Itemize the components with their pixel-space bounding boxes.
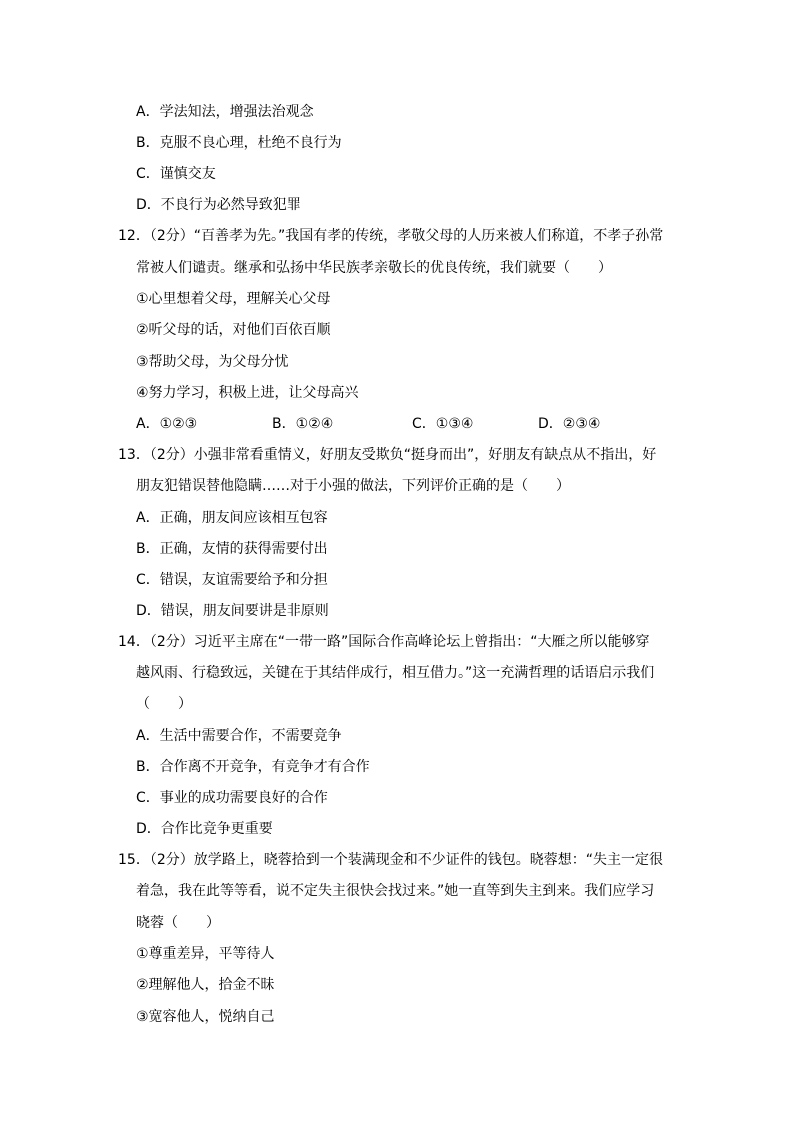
q12-stem-line-2: 常被人们谴责。继承和弘扬中华民族孝亲敬长的优良传统，我们就要（ ） bbox=[136, 260, 612, 276]
q13-stem-line-2: 朋友犯错误替他隐瞒……对于小强的做法，下列评价正确的是（ ） bbox=[136, 478, 570, 494]
q11-option-a: A．学法知法，增强法治观念 bbox=[136, 104, 314, 120]
q15-item-2: ②理解他人，拾金不昧 bbox=[136, 977, 275, 993]
q12-choice-d: D．②③④ bbox=[538, 416, 601, 432]
q11-option-d: D．不良行为必然导致犯罪 bbox=[136, 197, 301, 213]
q14-stem-line-3: （ ） bbox=[136, 696, 192, 712]
q15-item-1: ①尊重差异，平等待人 bbox=[136, 946, 275, 962]
q14-option-c: C．事业的成功需要良好的合作 bbox=[136, 790, 328, 806]
q12-choice-a: A．①②③ bbox=[136, 416, 198, 432]
q13-option-a: A．正确，朋友间应该相互包容 bbox=[136, 510, 328, 526]
q13-stem-line-1: 13．（2分）小强非常看重情义，好朋友受欺负“挺身而出”，好朋友有缺点从不指出，好 bbox=[118, 447, 657, 463]
q15-stem-line-2: 着急，我在此等等看，说不定失主很快会找过来。”她一直等到失主到来。我们应学习 bbox=[136, 883, 655, 899]
q15-item-3: ③宽容他人，悦纳自己 bbox=[136, 1009, 275, 1025]
q14-option-a: A．生活中需要合作，不需要竞争 bbox=[136, 728, 342, 744]
q14-option-d: D．合作比竞争更重要 bbox=[136, 821, 273, 837]
q12-item-3: ③帮助父母，为父母分忧 bbox=[136, 354, 289, 370]
q11-option-b: B．克服不良心理，杜绝不良行为 bbox=[136, 135, 342, 151]
q12-item-2: ②听父母的话，对他们百依百顺 bbox=[136, 322, 331, 338]
q12-item-4: ④努力学习，积极上进，让父母高兴 bbox=[136, 385, 359, 401]
q14-stem-line-1: 14．（2分）习近平主席在“一带一路”国际合作高峰论坛上曾指出：“大雁之所以能够穿 bbox=[118, 634, 650, 650]
q12-choice-b: B．①②④ bbox=[272, 416, 334, 432]
q11-option-c: C．谨慎交友 bbox=[136, 166, 216, 182]
q12-choices-row bbox=[136, 415, 676, 433]
q15-stem-line-1: 15．（2分）放学路上，晓蓉拾到一个装满现金和不少证件的钱包。晓蓉想：“失主一定很 bbox=[118, 852, 663, 868]
q12-item-1: ①心里想着父母，理解关心父母 bbox=[136, 291, 331, 307]
q14-option-b: B．合作离不开竞争，有竞争才有合作 bbox=[136, 759, 370, 775]
q12-choice-c: C．①③④ bbox=[412, 416, 474, 432]
q15-stem-line-3: 晓蓉（ ） bbox=[136, 915, 220, 931]
q13-option-d: D．错误，朋友间要讲是非原则 bbox=[136, 603, 329, 619]
q13-option-c: C．错误，友谊需要给予和分担 bbox=[136, 572, 328, 588]
q12-stem-line-1: 12．（2分）“百善孝为先。”我国有孝的传统，孝敬父母的人历来被人们称道，不孝子孙常 bbox=[118, 228, 664, 244]
q13-option-b: B．正确，友情的获得需要付出 bbox=[136, 541, 328, 557]
q14-stem-line-2: 越风雨、行稳致远，关键在于其结伴成行，相互借力。”这一充满哲理的话语启示我们 bbox=[136, 665, 655, 681]
